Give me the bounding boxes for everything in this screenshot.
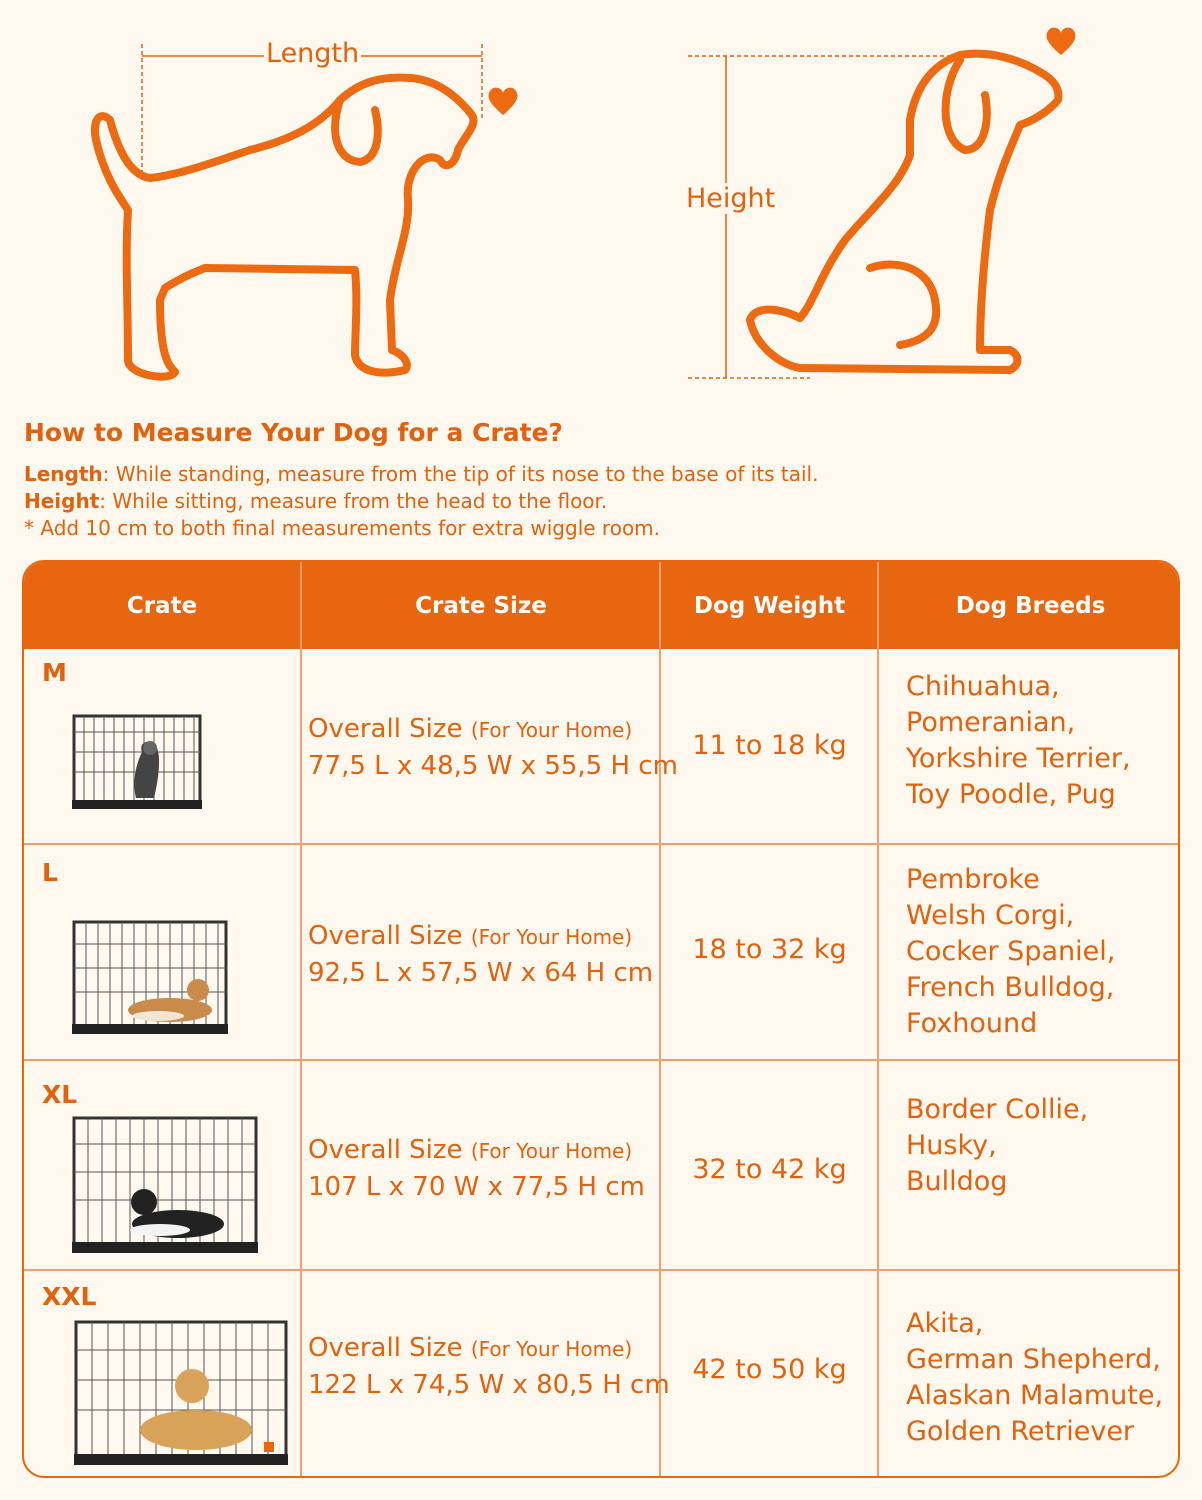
- for-home-label: (For Your Home): [470, 1337, 633, 1361]
- header-dog-breeds: Dog Breeds: [955, 592, 1106, 619]
- length-label: Length: [266, 38, 360, 69]
- height-text: : While sitting, measure from the head to the floor.: [99, 489, 608, 513]
- crate-dimensions: [308, 711, 678, 784]
- overall-size-label: Overall Size: [308, 1333, 463, 1363]
- dog-weight: 11 to 18 kg: [692, 730, 847, 761]
- standing-dog-icon: [95, 78, 474, 377]
- dog-weight: 42 to 50 kg: [692, 1354, 847, 1385]
- breed-item: Yorkshire Terrier,: [906, 743, 1131, 774]
- breed-item: Foxhound: [906, 1008, 1038, 1039]
- crate-size-label: XL: [42, 1080, 78, 1109]
- height-term: Height: [24, 489, 100, 513]
- heart-icon: [1047, 28, 1076, 55]
- for-home-label: (For Your Home): [470, 1139, 633, 1163]
- crate-photo: [70, 712, 204, 812]
- breed-item: Cocker Spaniel,: [906, 936, 1116, 967]
- length-description: [24, 462, 818, 486]
- breed-item: Pembroke: [906, 864, 1040, 895]
- breed-item: Welsh Corgi,: [906, 900, 1075, 931]
- size-table: [22, 560, 1180, 1478]
- breed-item: Akita,: [906, 1308, 984, 1339]
- for-home-label: (For Your Home): [470, 925, 633, 949]
- dimensions-value: 107 L x 70 W x 77,5 H cm: [308, 1172, 645, 1202]
- overall-size-label: Overall Size: [308, 921, 463, 951]
- overall-size-label: Overall Size: [308, 714, 463, 744]
- header-dog-weight: Dog Weight: [693, 592, 846, 619]
- crate-photo: [72, 1318, 290, 1468]
- crate-dimensions: [308, 918, 653, 991]
- height-label: Height: [686, 183, 776, 214]
- heart-icon: [489, 88, 518, 115]
- sitting-dog-icon: [750, 54, 1058, 370]
- length-term: Length: [24, 462, 103, 486]
- guide-title: How to Measure Your Dog for a Crate?: [24, 418, 564, 447]
- breed-item: Chihuahua,: [906, 671, 1060, 702]
- crate-dimensions: [308, 1132, 645, 1205]
- crate-size-label: L: [42, 858, 58, 887]
- dog-breeds: [906, 669, 1131, 813]
- crate-size-label: XXL: [42, 1282, 97, 1311]
- breed-item: Bulldog: [906, 1166, 1008, 1197]
- breed-item: German Shepherd,: [906, 1344, 1161, 1375]
- header-crate-size: Crate Size: [415, 592, 547, 619]
- crate-photo: [70, 918, 230, 1038]
- dog-weight: 18 to 32 kg: [692, 934, 847, 965]
- table-header: [24, 562, 1178, 649]
- dog-breeds: [906, 1306, 1163, 1450]
- overall-size-label: Overall Size: [308, 1135, 463, 1165]
- height-description: [24, 489, 607, 513]
- breed-item: Golden Retriever: [906, 1416, 1135, 1447]
- breed-item: Toy Poodle, Pug: [906, 779, 1116, 810]
- dimensions-value: 92,5 L x 57,5 W x 64 H cm: [308, 958, 654, 988]
- crate-dimensions: [308, 1330, 670, 1403]
- dimensions-value: 77,5 L x 48,5 W x 55,5 H cm: [308, 751, 678, 781]
- dimensions-value: 122 L x 74,5 W x 80,5 H cm: [308, 1370, 670, 1400]
- breed-item: Alaskan Malamute,: [906, 1380, 1164, 1411]
- breed-item: French Bulldog,: [906, 972, 1115, 1003]
- dog-breeds: [906, 862, 1115, 1042]
- header-crate: Crate: [126, 592, 198, 619]
- dog-breeds: [906, 1092, 1088, 1200]
- crate-photo: [70, 1114, 260, 1256]
- wiggle-note: * Add 10 cm to both final measurements for extra wiggle room.: [24, 516, 661, 540]
- length-text: : While standing, measure from the tip of its nose to the base of its tail.: [102, 462, 819, 486]
- dog-weight: 32 to 42 kg: [692, 1154, 847, 1185]
- breed-item: Husky,: [906, 1130, 997, 1161]
- breed-item: Pomeranian,: [906, 707, 1076, 738]
- dog-measure-illustration: [0, 0, 1202, 400]
- for-home-label: (For Your Home): [470, 718, 633, 742]
- breed-item: Border Collie,: [906, 1094, 1089, 1125]
- crate-size-label: M: [42, 658, 67, 687]
